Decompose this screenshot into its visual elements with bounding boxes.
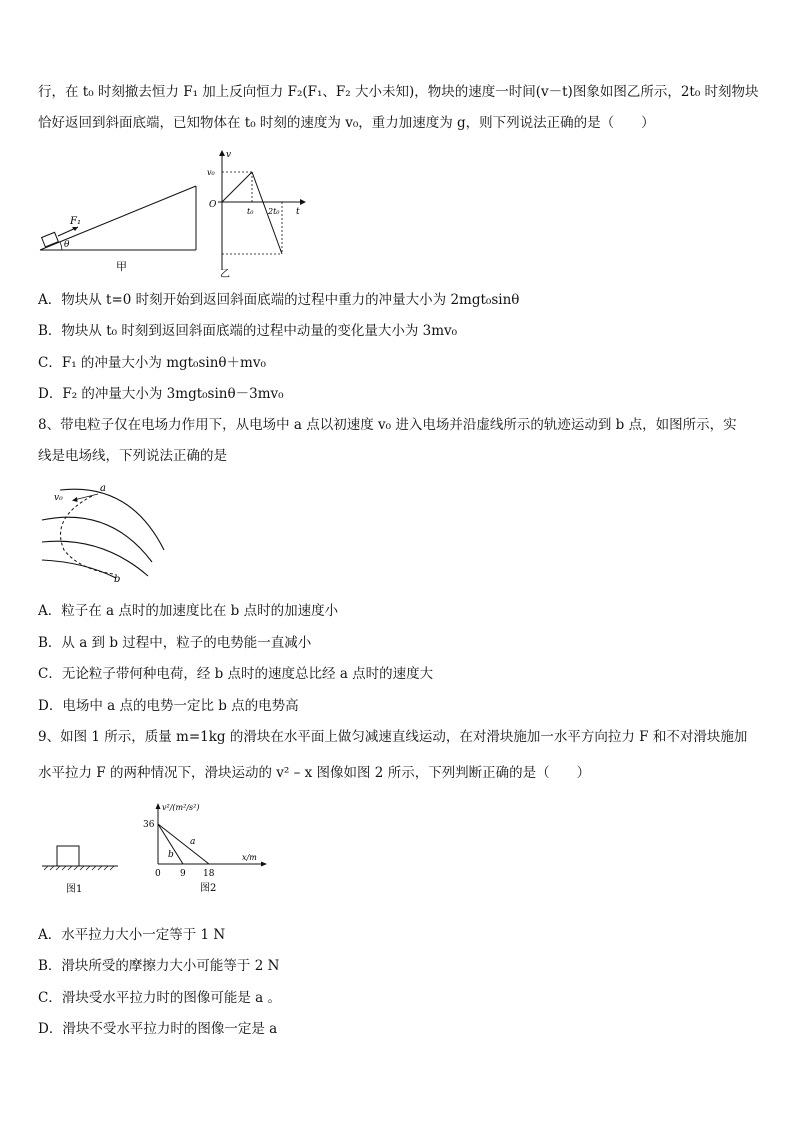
q8-option-d[interactable]: D．电场中 a 点的电势一定比 b 点的电势高 bbox=[38, 698, 299, 714]
figure-caption-1: 图1 bbox=[66, 884, 83, 895]
field-line-3 bbox=[42, 541, 148, 576]
q8-stem-line1: 8、带电粒子仅在电场力作用下，从电场中 a 点以初速度 v₀ 进入电场并沿虚线所示的轨迹运动到 b 点，如图所示，实 bbox=[38, 417, 737, 433]
figure-caption-jia: 甲 bbox=[116, 260, 127, 273]
svg-text:a: a bbox=[190, 837, 196, 847]
q7-stem-line1: 行，在 t₀ 时刻撤去恒力 F₁ 加上反向恒力 F₂(F₁、F₂ 大小未知)，物块的速度一时间(v－t)图象如图乙所示，2t₀ 时刻物块 bbox=[38, 84, 759, 100]
line-a bbox=[158, 824, 209, 864]
svg-text:v₀: v₀ bbox=[207, 168, 215, 177]
q9-figure-2-graph bbox=[140, 800, 270, 900]
field-line-2 bbox=[42, 517, 152, 562]
block-icon bbox=[42, 232, 59, 247]
vt-rise bbox=[222, 172, 252, 202]
q8-option-c[interactable]: C．无论粒子带何种电荷，经 b 点时的速度总比经 a 点时的速度大 bbox=[38, 666, 434, 682]
q8-stem-line2: 线是电场线，下列说法正确的是 bbox=[38, 448, 227, 464]
q7-stem-line2: 恰好返回到斜面底端，已知物体在 t₀ 时刻的速度为 v₀，重力加速度为 g，则下列说法正确的是（ ） bbox=[38, 115, 655, 131]
force-label: F₁ bbox=[70, 216, 81, 227]
q9-option-c[interactable]: C．滑块受水平拉力时的图像可能是 a 。 bbox=[38, 990, 281, 1006]
q7-option-d[interactable]: D．F₂ 的冲量大小为 3mgt₀sinθ－3mv₀ bbox=[38, 386, 284, 402]
q9-option-a[interactable]: A．水平拉力大小一定等于 1 N bbox=[38, 927, 226, 943]
point-b-label: b bbox=[114, 574, 121, 585]
svg-text:v₀: v₀ bbox=[54, 493, 63, 503]
q8-figure-field-lines bbox=[40, 478, 170, 588]
svg-text:v²/(m²/s²): v²/(m²/s²) bbox=[162, 803, 200, 812]
svg-text:0: 0 bbox=[155, 869, 161, 879]
q9-figure-1-block bbox=[38, 840, 128, 900]
q7-figure-incline bbox=[38, 180, 208, 280]
angle-label: θ bbox=[64, 240, 70, 250]
q8-option-a[interactable]: A．粒子在 a 点时的加速度比在 b 点时的加速度小 bbox=[38, 603, 339, 619]
svg-text:b: b bbox=[168, 850, 174, 860]
svg-text:36: 36 bbox=[143, 820, 155, 830]
q8-option-b[interactable]: B．从 a 到 b 过程中，粒子的电势能一直减小 bbox=[38, 635, 312, 651]
q9-option-d[interactable]: D．滑块不受水平拉力时的图像一定是 a bbox=[38, 1021, 278, 1037]
svg-text:t₀: t₀ bbox=[247, 207, 254, 216]
q7-option-c[interactable]: C．F₁ 的冲量大小为 mgt₀sinθ＋mv₀ bbox=[38, 355, 266, 371]
svg-text:2t₀: 2t₀ bbox=[268, 207, 280, 216]
block-icon bbox=[57, 846, 79, 866]
q9-stem-line1: 9、如图 1 所示，质量 m=1kg 的滑块在水平面上做匀减速直线运动，在对滑块施加一水平方向拉力 F 和不对滑块施加 bbox=[38, 729, 748, 745]
svg-text:18: 18 bbox=[203, 869, 215, 879]
figure-caption-yi: 乙 bbox=[220, 269, 230, 280]
q9-option-b[interactable]: B．滑块所受的摩擦力大小可能等于 2 N bbox=[38, 958, 280, 974]
svg-text:9: 9 bbox=[180, 869, 186, 879]
svg-text:v: v bbox=[226, 150, 232, 160]
q7-option-a[interactable]: A．物块从 t=0 时刻开始到返回斜面底端的过程中重力的冲量大小为 2mgt₀sinθ bbox=[38, 292, 520, 308]
svg-text:t: t bbox=[296, 207, 300, 217]
figure-caption-2: 图2 bbox=[200, 883, 217, 894]
point-a-label: a bbox=[100, 483, 106, 494]
svg-text:x/m: x/m bbox=[242, 853, 257, 862]
q7-figure-vt-graph bbox=[200, 148, 310, 280]
q9-stem-line2: 水平拉力 F 的两种情况下，滑块运动的 v² – x 图像如图 2 所示，下列判断正确的是（ ） bbox=[38, 765, 591, 781]
svg-text:O: O bbox=[209, 200, 217, 210]
q7-option-b[interactable]: B．物块从 t₀ 时刻到返回斜面底端的过程中动量的变化量大小为 3mv₀ bbox=[38, 323, 458, 339]
